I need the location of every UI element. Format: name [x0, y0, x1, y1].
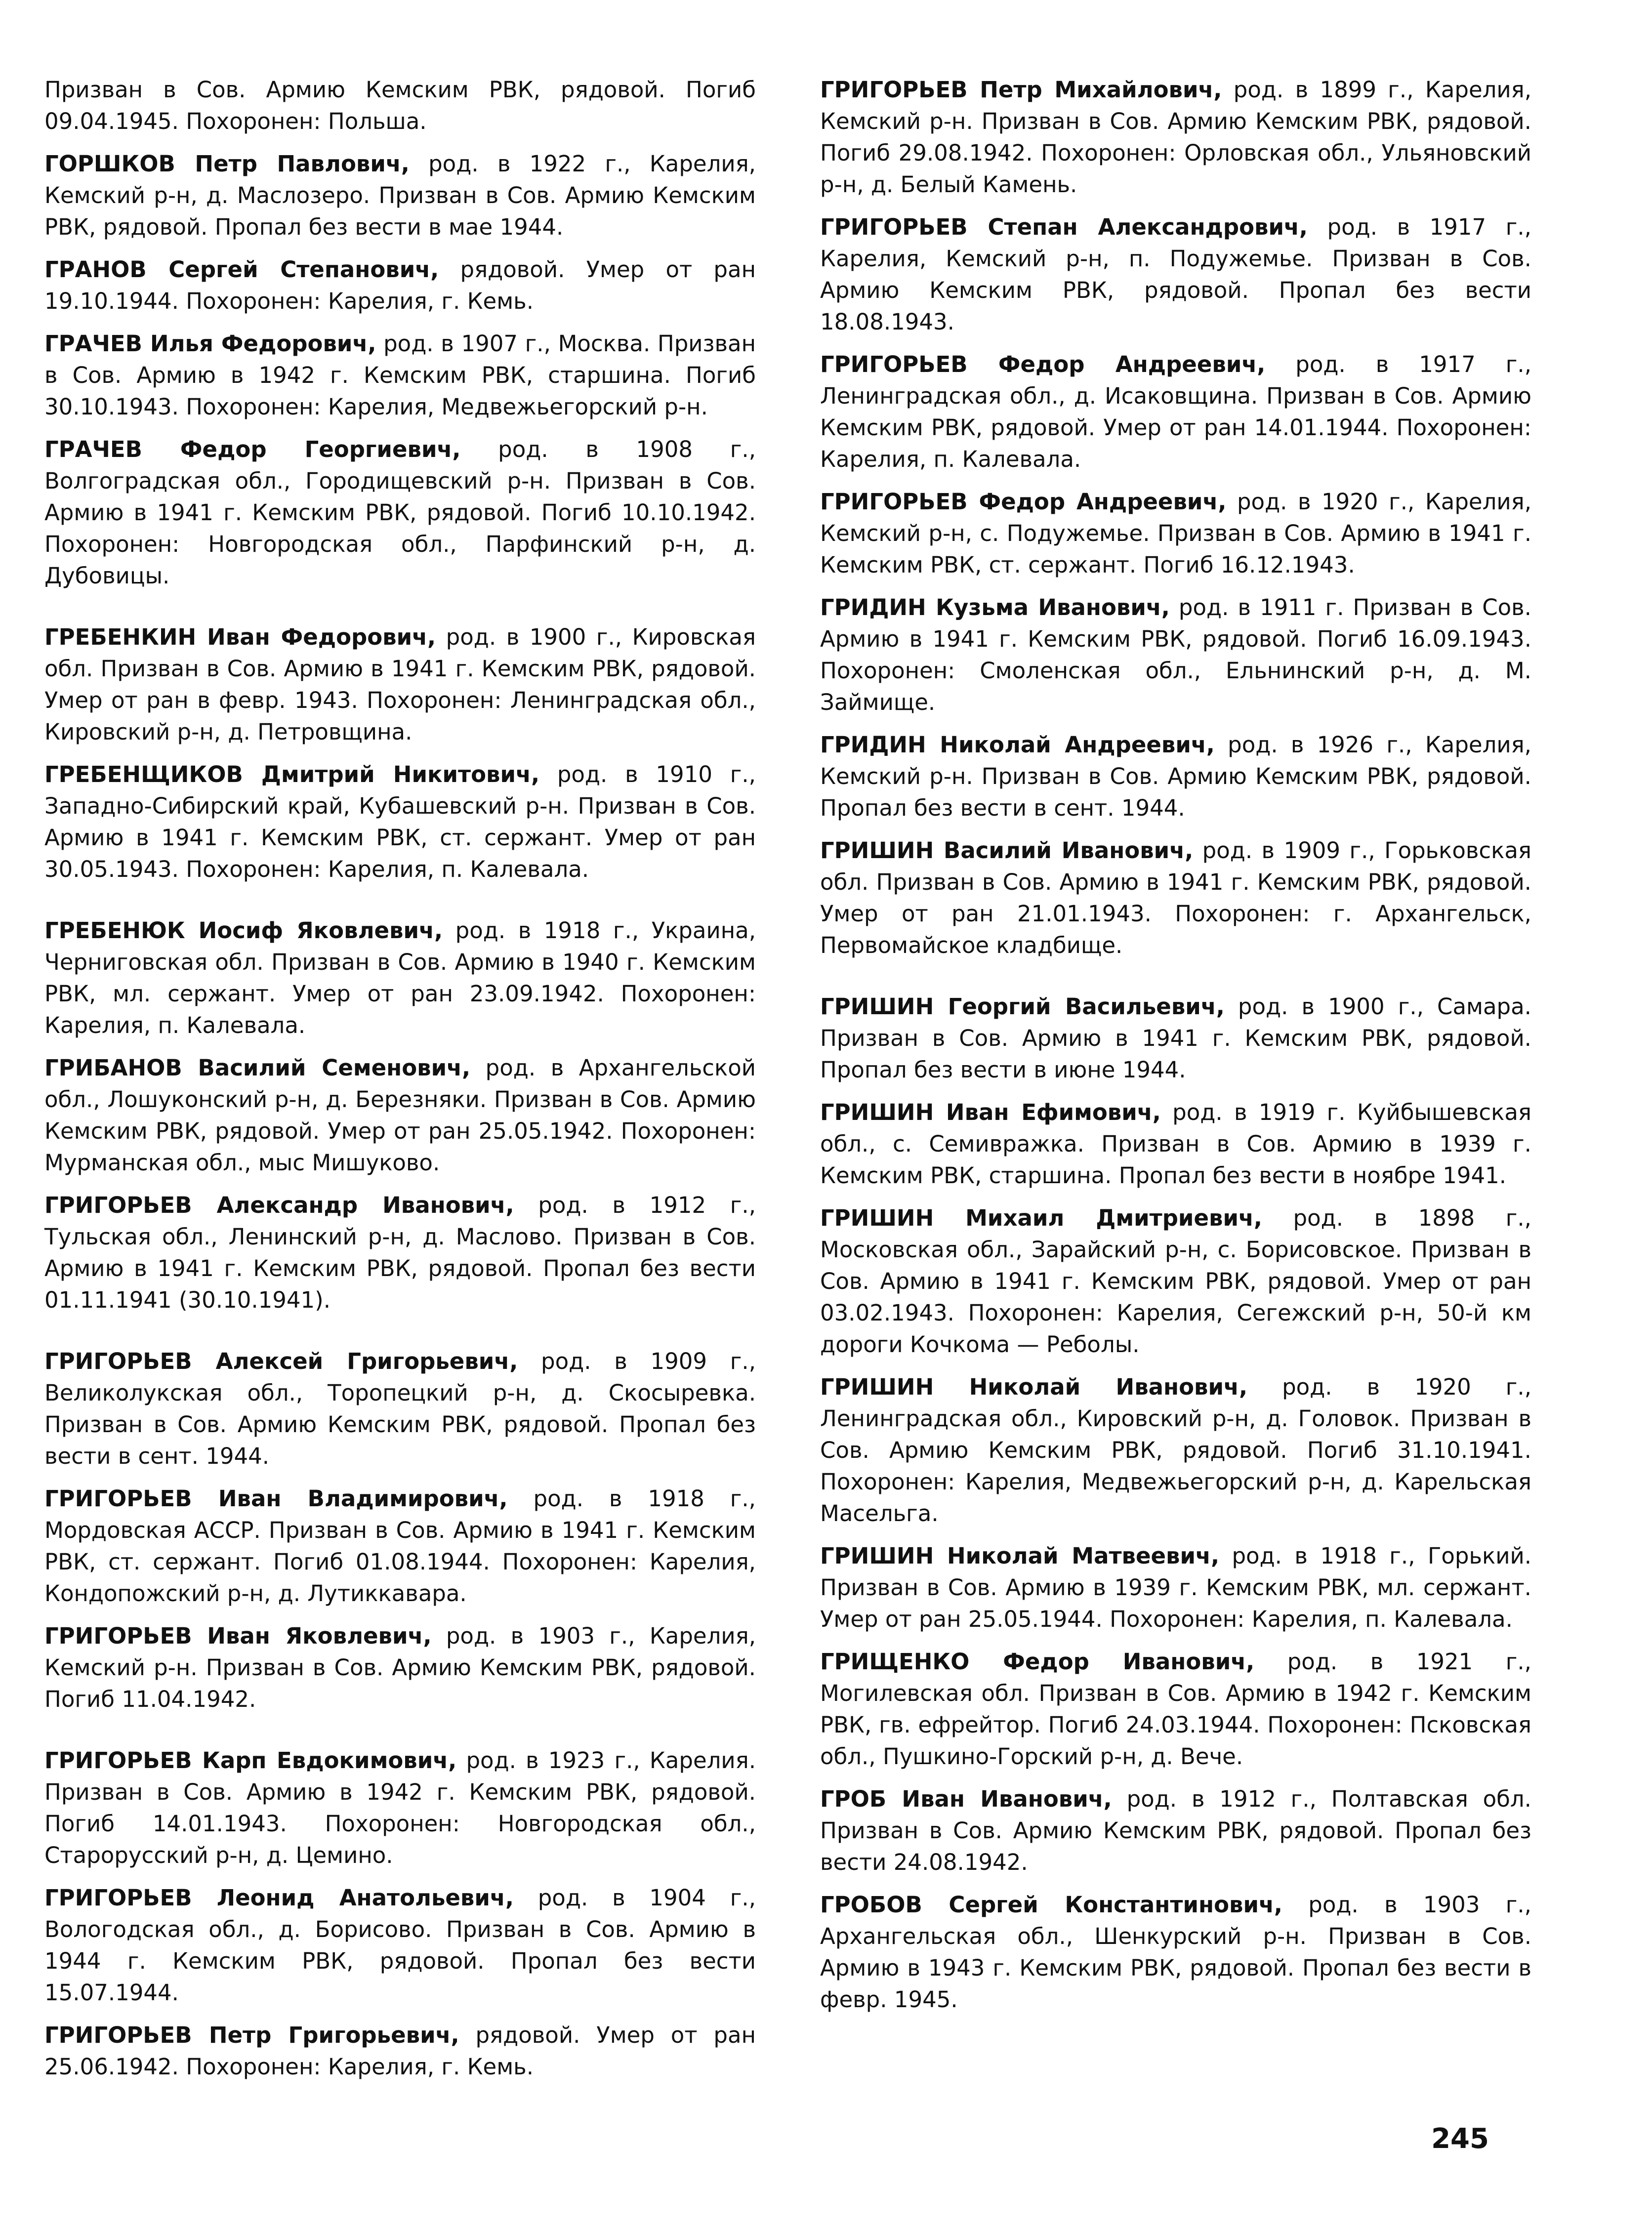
entry: [44, 915, 756, 1041]
entry-name: ГРИГОРЬЕВ Федор Андреевич,: [820, 351, 1266, 377]
entry-text: род. в 1922 г., Карелия, Кемский р-н, д. Маслозеро. Призван в Сов. Армию Кемским РВК, рядовой. Пропал без вести в мае 1944.: [44, 151, 756, 240]
entry-name: ГРИГОРЬЕВ Александр Иванович,: [44, 1192, 514, 1218]
entry-text: род. в 1904 г., Вологодская обл., д. Борисово. Призван в Сов. Армию в 1944 г. Кемским РВК, рядовой. Пропал без вести 15.07.1944.: [44, 1885, 756, 2006]
entry-name: ГРИШИН Василий Иванович,: [820, 837, 1194, 864]
entry-name: ГРИДИН Николай Андреевич,: [820, 732, 1215, 758]
entry-text: род. в 1923 г., Карелия. Призван в Сов. Армию в 1942 г. Кемским РВК, рядовой. Погиб 14.01.1943. Похоронен: Новгородская обл., Старорусский р-н, д. Цемино.: [44, 1747, 756, 1868]
entry-text: род. в 1918 г., Горький. Призван в Сов. Армию в 1939 г. Кемским РВК, мл. сержант. Умер от ран 25.05.1944. Похоронен: Карелия, п. Калевала.: [820, 1543, 1531, 1632]
entry: [820, 1889, 1531, 2016]
entry-name: ГРИБАНОВ Василий Семенович,: [44, 1055, 471, 1081]
entry: [820, 592, 1531, 718]
entry-text: род. в 1921 г., Могилевская обл. Призван в Сов. Армию в 1942 г. Кемским РВК, гв. ефрейтор. Погиб 24.03.1944. Похоронен: Псковская обл., Пушкино-Горский р-н, д. Вече.: [820, 1649, 1531, 1770]
entry-name: ГРИГОРЬЕВ Петр Григорьевич,: [44, 2022, 459, 2048]
entry-text: род. в 1907 г., Москва. Призван в Сов. Армию в 1942 г. Кемским РВК, старшина. Погиб 30.10.1943. Похоронен: Карелия, Медвежьегорский р-н.: [44, 330, 756, 420]
entry-text: Призван в Сов. Армию Кемским РВК, рядовой. Погиб 09.04.1945. Похоронен: Польша.: [44, 77, 756, 134]
entry: [44, 328, 756, 423]
entry: [44, 434, 756, 592]
entry: [820, 211, 1531, 338]
entry-name: ГРИШИН Георгий Васильевич,: [820, 993, 1225, 1020]
entry: [820, 74, 1531, 201]
entry-text: род. в 1917 г., Ленинградская обл., д. Исаковщина. Призван в Сов. Армию Кемским РВК, рядовой. Умер от ран 14.01.1944. Похоронен: Карелия, п. Калевала.: [820, 351, 1531, 472]
page-number: 245: [1431, 2123, 1489, 2155]
entry-text: рядовой. Умер от ран 19.10.1944. Похоронен: Карелия, г. Кемь.: [44, 256, 756, 314]
entry-text: род. в 1903 г., Карелия, Кемский р-н. Призван в Сов. Армию Кемским РВК, рядовой. Погиб 11.04.1942.: [44, 1623, 756, 1712]
entry-name: ГРИШИН Николай Иванович,: [820, 1374, 1248, 1400]
entry-name: ГРИГОРЬЕВ Степан Александрович,: [820, 214, 1308, 240]
entry-text: род. в 1920 г., Ленинградская обл., Кировский р-н, д. Головок. Призван в Сов. Армию Кемским РВК, рядовой. Погиб 31.10.1941. Похоронен: Карелия, Медвежьегорский р-н, д. Карельская Масельга.: [820, 1374, 1531, 1527]
entry-text: род. в 1919 г. Куйбышевская обл., с. Семивражка. Призван в Сов. Армию в 1939 г. Кемским РВК, старшина. Пропал без вести в ноябре 1941.: [820, 1099, 1531, 1189]
left-column: [44, 74, 756, 2094]
entry: [820, 1540, 1531, 1635]
entry: [820, 1371, 1531, 1529]
entry-name: ГРОБ Иван Иванович,: [820, 1786, 1112, 1812]
entry: [820, 1202, 1531, 1361]
entry-text: род. в 1899 г., Карелия, Кемский р-н. Призван в Сов. Армию Кемским РВК, рядовой. Погиб 29.08.1942. Похоронен: Орловская обл., Ульяновский р-н, д. Белый Камень.: [820, 77, 1532, 198]
entry-text: род. в 1908 г., Волгоградская обл., Городищевский р-н. Призван в Сов. Армию в 1941 г. Кемским РВК, рядовой. Погиб 10.10.1942. Похоронен: Новгородская обл., Парфинский р-н, д. Дубовицы.: [44, 436, 756, 589]
entry-name: ГРИДИН Кузьма Иванович,: [820, 594, 1170, 620]
entry-text: род. в 1926 г., Карелия, Кемский р-н. Призван в Сов. Армию Кемским РВК, рядовой. Пропал без вести в сент. 1944.: [820, 732, 1531, 821]
entry-continuation: [44, 74, 756, 137]
entry-name: ГРИГОРЬЕВ Карп Евдокимович,: [44, 1747, 457, 1774]
entry: [44, 1190, 756, 1316]
entry-name: ГРИЩЕНКО Федор Иванович,: [820, 1649, 1255, 1675]
entry-name: ГРИШИН Михаил Дмитриевич,: [820, 1205, 1262, 1231]
entry-name: ГРИГОРЬЕВ Иван Владимирович,: [44, 1486, 508, 1512]
entry: [44, 254, 756, 317]
entry-name: ГРИШИН Николай Матвеевич,: [820, 1543, 1220, 1569]
entry-text: род. в 1912 г., Полтавская обл. Призван в Сов. Армию Кемским РВК, рядовой. Пропал без вести 24.08.1942.: [820, 1786, 1531, 1875]
entry-text: род. в 1918 г., Украина, Черниговская обл. Призван в Сов. Армию в 1940 г. Кемским РВК, мл. сержант. Умер от ран 23.09.1942. Похоронен: Карелия, п. Калевала.: [44, 917, 756, 1038]
entry-text: рядовой. Умер от ран 25.06.1942. Похоронен: Карелия, г. Кемь.: [44, 2022, 756, 2080]
entry: [44, 2020, 756, 2083]
entry-text: род. в 1900 г., Кировская обл. Призван в Сов. Армию в 1941 г. Кемским РВК, рядовой. Умер от ран в февр. 1943. Похоронен: Ленинградская обл., Кировский р-н, д. Петровщина.: [44, 624, 756, 745]
entry-name: ГРИГОРЬЕВ Леонид Анатольевич,: [44, 1885, 514, 1911]
entry-name: ГРАЧЕВ Федор Георгиевич,: [44, 436, 461, 462]
entry-name: ГРИГОРЬЕВ Петр Михайлович,: [820, 77, 1222, 103]
entry-name: ГРАНОВ Сергей Степанович,: [44, 256, 439, 283]
entry: [44, 1882, 756, 2009]
entry-text: род. в 1898 г., Московская обл., Зарайский р-н, с. Борисовское. Призван в Сов. Армию в 1941 г. Кемским РВК, рядовой. Умер от ран 03.02.1943. Похоронен: Карелия, Сегежский р-н, 50-й км дороги Кочкома — Реболы.: [820, 1205, 1531, 1358]
entry: [820, 1646, 1531, 1773]
entry-name: ГРЕБЕНКИН Иван Федорович,: [44, 624, 436, 650]
entry-text: род. в 1920 г., Карелия, Кемский р-н, с. Подужемье. Призван в Сов. Армию в 1941 г. Кемским РВК, ст. сержант. Погиб 16.12.1943.: [820, 489, 1531, 578]
entry: [820, 1097, 1531, 1192]
entry-text: род. в 1910 г., Западно-Сибирский край, Кубашевский р-н. Призван в Сов. Армию в 1941 г. Кемским РВК, ст. сержант. Умер от ран 30.05.1943. Похоронен: Карелия, п. Калевала.: [44, 761, 756, 882]
entry-text: род. в 1909 г., Великолукская обл., Торопецкий р-н, д. Скосыревка. Призван в Сов. Армию Кемским РВК, рядовой. Пропал без вести в сент. 1944.: [44, 1348, 756, 1469]
entry: [44, 621, 756, 748]
entry: [820, 1783, 1531, 1878]
entry: [44, 1346, 756, 1472]
entry-name: ГРИГОРЬЕВ Федор Андреевич,: [820, 489, 1227, 515]
entry-text: род. в 1909 г., Горьковская обл. Призван в Сов. Армию в 1941 г. Кемским РВК, рядовой. Умер от ран 21.01.1943. Похоронен: г. Архангельск, Первомайское кладбище.: [820, 837, 1531, 958]
entry: [820, 991, 1531, 1086]
entry-text: род. в 1903 г., Архангельская обл., Шенкурский р-н. Призван в Сов. Армию в 1943 г. Кемским РВК, рядовой. Пропал без вести в февр. 1945.: [820, 1892, 1531, 2013]
entry-name: ГРИГОРЬЕВ Алексей Григорьевич,: [44, 1348, 518, 1374]
entry-name: ГОРШКОВ Петр Павлович,: [44, 151, 410, 177]
entry-text: род. в 1911 г. Призван в Сов. Армию в 1941 г. Кемским РВК, рядовой. Погиб 16.09.1943. Похоронен: Смоленская обл., Ельнинский р-н, д. М. Займище.: [820, 594, 1531, 715]
right-column: [820, 74, 1531, 2026]
entry-name: ГРОБОВ Сергей Константинович,: [820, 1892, 1283, 1918]
entry-text: род. в 1917 г., Карелия, Кемский р-н, п. Подужемье. Призван в Сов. Армию Кемским РВК, рядовой. Пропал без вести 18.08.1943.: [820, 214, 1531, 335]
entry-text: род. в 1912 г., Тульская обл., Ленинский р-н, д. Маслово. Призван в Сов. Армию в 1941 г. Кемским РВК, рядовой. Пропал без вести 01.11.1941 (30.10.1941).: [44, 1192, 756, 1313]
entry: [44, 148, 756, 243]
entry: [820, 835, 1531, 961]
entry-text: род. в Архангельской обл., Лошуконский р-н, д. Березняки. Призван в Сов. Армию Кемским РВК, рядовой. Умер от ран 25.05.1942. Похоронен: Мурманская обл., мыс Мишуково.: [44, 1055, 756, 1176]
entry-name: ГРЕБЕНЩИКОВ Дмитрий Никитович,: [44, 761, 540, 787]
entry: [44, 1052, 756, 1179]
entry-text: род. в 1918 г., Мордовская АССР. Призван в Сов. Армию в 1941 г. Кемским РВК, ст. сержант. Погиб 01.08.1944. Похоронен: Карелия, Кондопожский р-н, д. Лутиккавара.: [44, 1486, 756, 1607]
entry: [44, 1745, 756, 1871]
entry: [44, 1620, 756, 1715]
entry-name: ГРАЧЕВ Илья Федорович,: [44, 330, 376, 357]
entry: [44, 1483, 756, 1610]
entry-name: ГРИШИН Иван Ефимович,: [820, 1099, 1161, 1125]
entry-name: ГРЕБЕНЮК Иосиф Яковлевич,: [44, 917, 443, 944]
entry: [820, 729, 1531, 824]
entry: [820, 349, 1531, 475]
entry: [44, 759, 756, 885]
entry-text: род. в 1900 г., Самара. Призван в Сов. Армию в 1941 г. Кемским РВК, рядовой. Пропал без вести в июне 1944.: [820, 993, 1531, 1083]
entry-name: ГРИГОРЬЕВ Иван Яковлевич,: [44, 1623, 432, 1649]
entry: [820, 486, 1531, 581]
